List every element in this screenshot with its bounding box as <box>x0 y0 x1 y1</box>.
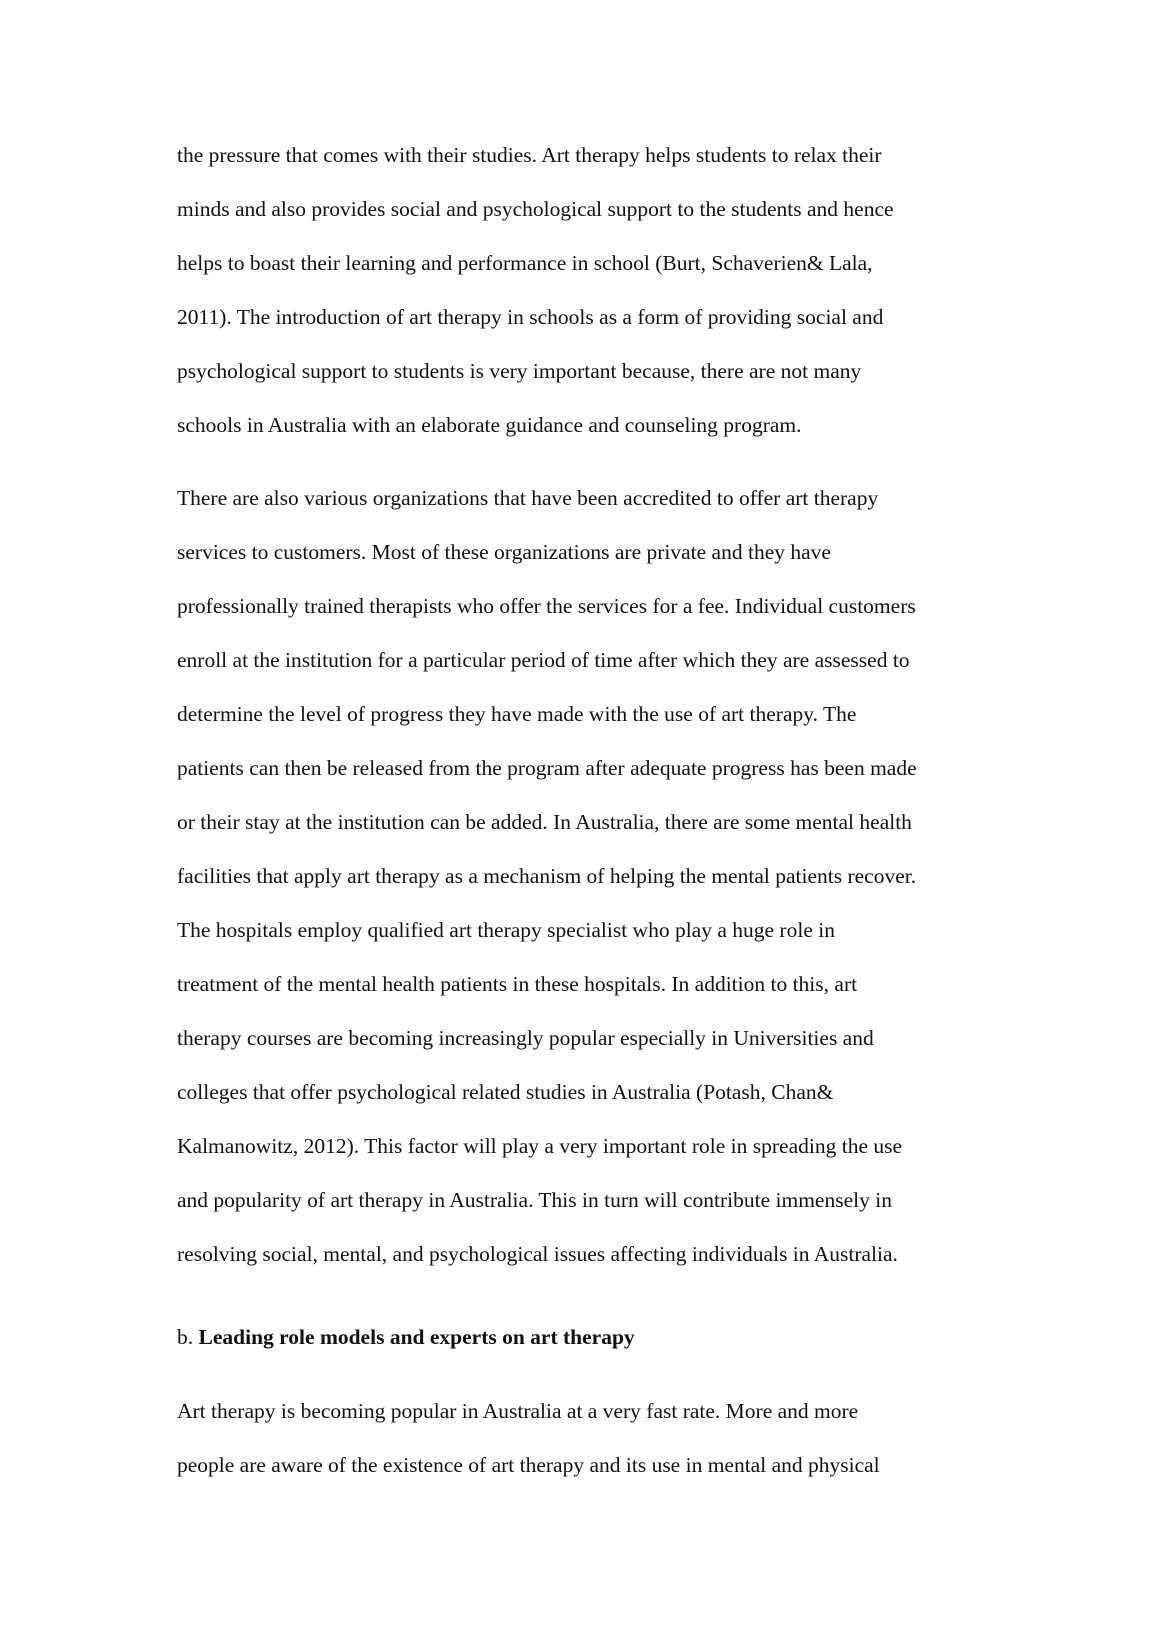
paragraph-line: schools in Australia with an elaborate guidance and counseling program. <box>177 413 802 437</box>
paragraph-line: facilities that apply art therapy as a mechanism of helping the mental patients recover. <box>177 864 917 888</box>
paragraph-3 <box>177 1384 1007 1492</box>
section-heading-prefix: b. <box>177 1325 199 1349</box>
paragraph-line: determine the level of progress they have made with the use of art therapy. The <box>177 702 857 726</box>
paragraph-line: or their stay at the institution can be added. In Australia, there are some mental health <box>177 810 912 834</box>
paragraph-line: services to customers. Most of these organizations are private and they have <box>177 540 831 564</box>
paragraph-line: and popularity of art therapy in Australia. This in turn will contribute immensely in <box>177 1188 892 1212</box>
paragraph-line: professionally trained therapists who offer the services for a fee. Individual customers <box>177 594 916 618</box>
paragraph-line: treatment of the mental health patients in these hospitals. In addition to this, art <box>177 972 858 996</box>
section-heading-line <box>177 1310 1007 1364</box>
paragraph-line: The hospitals employ qualified art therapy specialist who play a huge role in <box>177 918 835 942</box>
paragraph-line: psychological support to students is very important because, there are not many <box>177 359 862 383</box>
paragraph-line: Art therapy is becoming popular in Australia at a very fast rate. More and more <box>177 1399 859 1423</box>
paragraph-line: There are also various organizations that have been accredited to offer art therapy <box>177 486 879 510</box>
paragraph-line: minds and also provides social and psychological support to the students and hence <box>177 197 894 221</box>
paragraph-line: 2011). The introduction of art therapy in schools as a form of providing social and <box>177 305 884 329</box>
section-heading-title: Leading role models and experts on art therapy <box>198 1325 635 1349</box>
paragraph-line: patients can then be released from the program after adequate progress has been made <box>177 756 917 780</box>
paragraph-line: enroll at the institution for a particular period of time after which they are assessed to <box>177 648 910 672</box>
paragraph-line: colleges that offer psychological related studies in Australia (Potash, Chan& <box>177 1080 834 1104</box>
paragraph-1 <box>177 128 1007 452</box>
paragraph-line: Kalmanowitz, 2012). This factor will play a very important role in spreading the use <box>177 1134 903 1158</box>
paragraph-2 <box>177 471 1007 1281</box>
section-heading <box>177 1310 1007 1364</box>
paragraph-line: the pressure that comes with their studies. Art therapy helps students to relax their <box>177 143 882 167</box>
paragraph-line: helps to boast their learning and performance in school (Burt, Schaverien& Lala, <box>177 251 873 275</box>
paragraph-line: resolving social, mental, and psychological issues affecting individuals in Australia. <box>177 1242 898 1266</box>
paragraph-line: people are aware of the existence of art therapy and its use in mental and physical <box>177 1453 880 1477</box>
paragraph-line: therapy courses are becoming increasingly popular especially in Universities and <box>177 1026 874 1050</box>
